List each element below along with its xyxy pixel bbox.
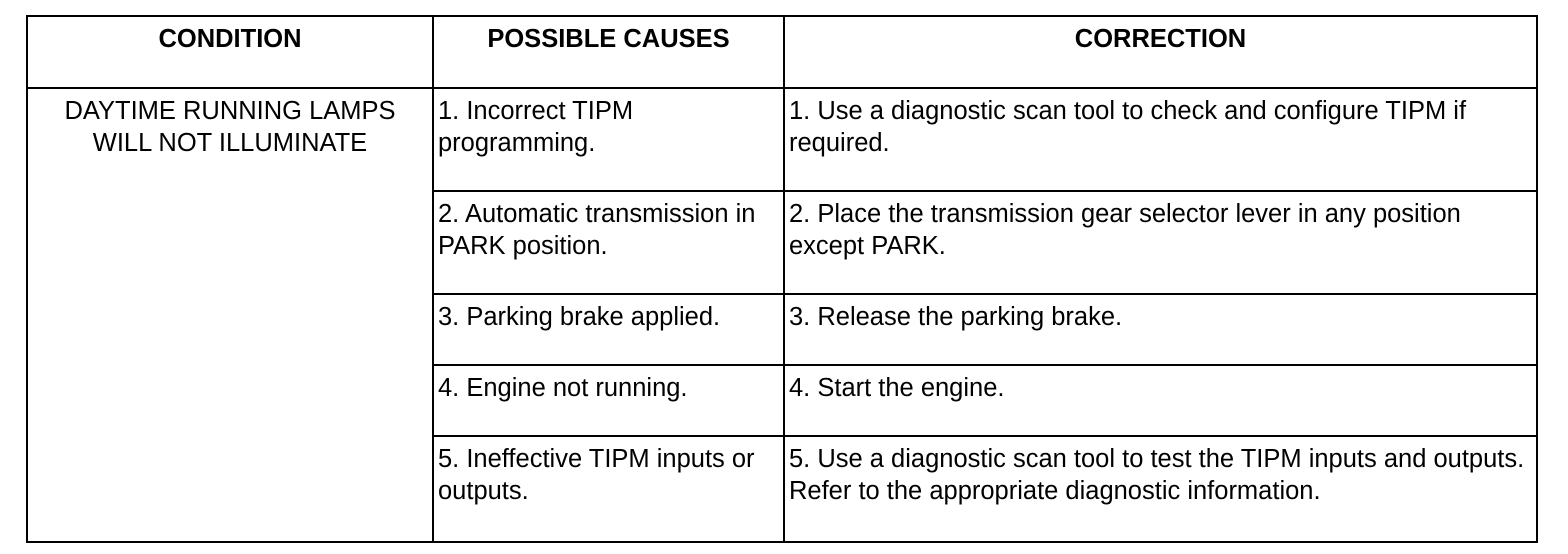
cause-cell: 2. Automatic transmission in PARK position. bbox=[433, 191, 784, 294]
correction-cell: 1. Use a diagnostic scan tool to check and configure TIPM if required. bbox=[784, 88, 1537, 191]
header-condition: CONDITION bbox=[27, 16, 433, 88]
cause-cell: 1. Incorrect TIPM programming. bbox=[433, 88, 784, 191]
cause-cell: 4. Engine not running. bbox=[433, 365, 784, 436]
header-row bbox=[27, 16, 1537, 88]
table-row bbox=[27, 88, 1537, 191]
correction-cell: 3. Release the parking brake. bbox=[784, 294, 1537, 365]
correction-cell: 4. Start the engine. bbox=[784, 365, 1537, 436]
correction-cell: 2. Place the transmission gear selector lever in any position except PARK. bbox=[784, 191, 1537, 294]
condition-cell: DAYTIME RUNNING LAMPS WILL NOT ILLUMINATE bbox=[27, 88, 433, 542]
correction-cell: 5. Use a diagnostic scan tool to test the TIPM inputs and outputs. Refer to the appropriate diagnostic information. bbox=[784, 436, 1537, 542]
diagnosis-table bbox=[26, 15, 1538, 543]
cause-cell: 3. Parking brake applied. bbox=[433, 294, 784, 365]
cause-cell: 5. Ineffective TIPM inputs or outputs. bbox=[433, 436, 784, 542]
header-correction: CORRECTION bbox=[784, 16, 1537, 88]
header-possible-causes: POSSIBLE CAUSES bbox=[433, 16, 784, 88]
